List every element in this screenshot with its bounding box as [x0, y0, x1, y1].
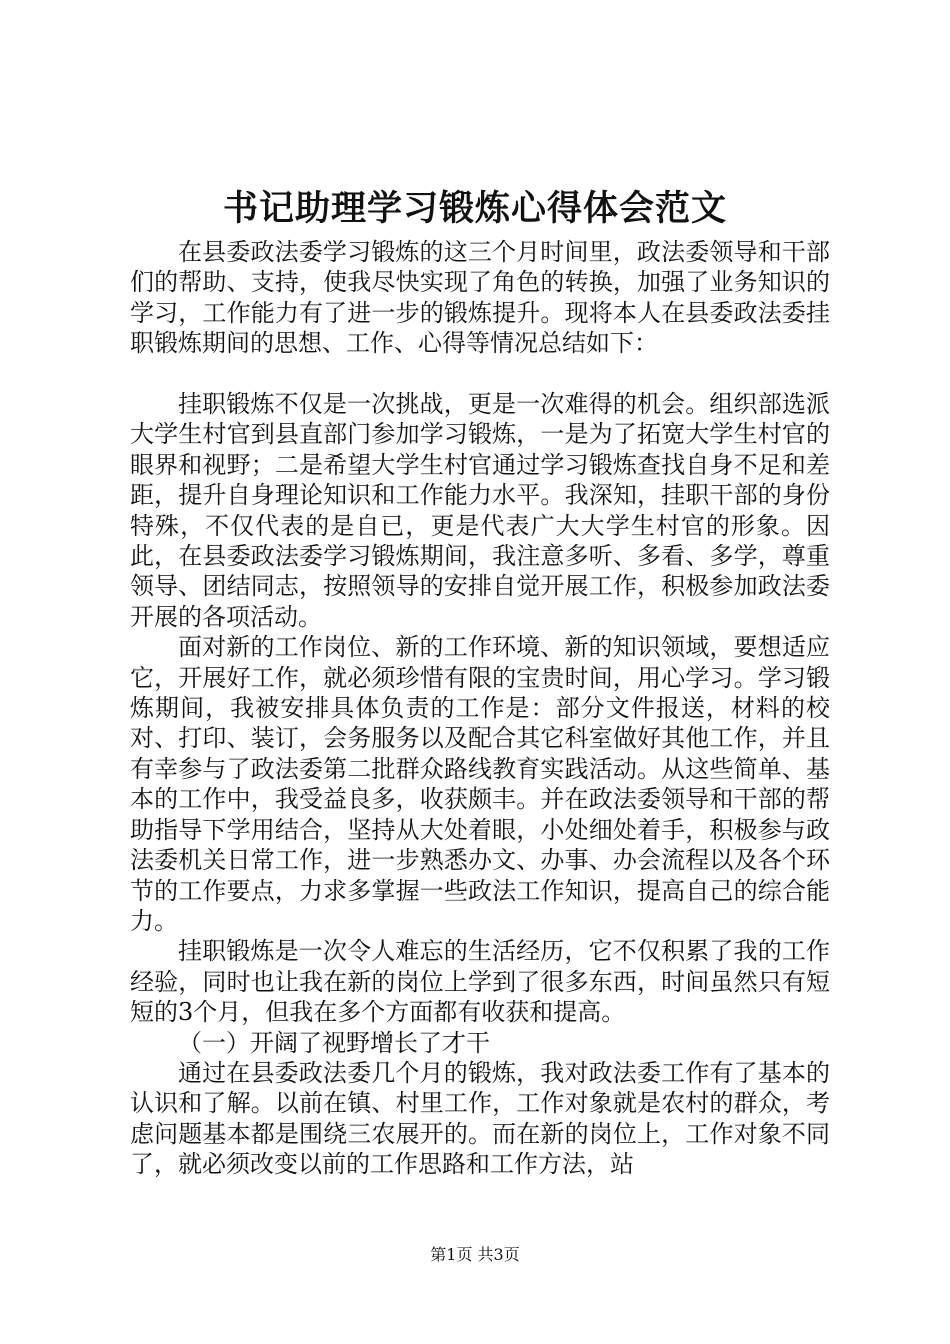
document-title: 书记助理学习锻炼心得体会范文	[222, 188, 727, 229]
section-heading-1: （一）开阔了视野增长了才干	[178, 1028, 490, 1057]
page-footer: 第1页 共3页	[430, 1245, 520, 1264]
paragraph-opportunity: 挂职锻炼不仅是一次挑战，更是一次难得的机会。组织部选派大学生村官到县直部门参加学习锻炼，一是为了拓宽大学生村官的眼界和视野；二是希望大学生村官通过学习锻炼查找自身不足和差距，提升自身理论知识和工作能力水平。我深知，挂职干部的身份特殊，不仅代表的是自已，更是代表广大大学生村官的形象。因此，在县委政法委学习锻炼期间，我注意多听、多看、多学，尊重领导、团结同志，按照领导的安排自觉开展工作，积极参加政法委开展的各项活动。	[130, 390, 830, 631]
paragraph-intro: 在县委政法委学习锻炼的这三个月时间里，政法委领导和干部们的帮助、支持，使我尽快实现了角色的转换，加强了业务知识的学习，工作能力有了进一步的锻炼提升。现将本人在县委政法委挂职锻炼期间的思想、工作、心得等情况总结如下：	[130, 238, 830, 358]
paragraph-new-post: 面对新的工作岗位、新的工作环境、新的知识领域，要想适应它，开展好工作，就必须珍惜有限的宝贵时间，用心学习。学习锻炼期间，我被安排具体负责的工作是：部分文件报送，材料的校对、打印、装订，会务服务以及配合其它科室做好其他工作，并且有幸参与了政法委第二批群众路线教育实践活动。从这些简单、基本的工作中，我受益良多，收获颇丰。并在政法委领导和干部的帮助指导下学用结合，坚持从大处着眼，小处细处着手，积极参与政法委机关日常工作，进一步熟悉办文、办事、办会流程以及各个环节的工作要点，力求多掌握一些政法工作知识，提高自己的综合能力。	[130, 633, 830, 935]
paragraph-section-1: 通过在县委政法委几个月的锻炼，我对政法委工作有了基本的认识和了解。以前在镇、村里工作，工作对象就是农村的群众，考虑问题基本都是围绕三农展开的。而在新的岗位上，工作对象不同了，就必须改变以前的工作思路和工作方法，站	[130, 1058, 830, 1179]
document-body	[130, 237, 830, 1180]
paragraph-experience: 挂职锻炼是一次令人难忘的生活经历，它不仅积累了我的工作经验，同时也让我在新的岗位上学到了很多东西，时间虽然只有短短的3个月，但我在多个方面都有收获和提高。	[130, 937, 830, 1027]
